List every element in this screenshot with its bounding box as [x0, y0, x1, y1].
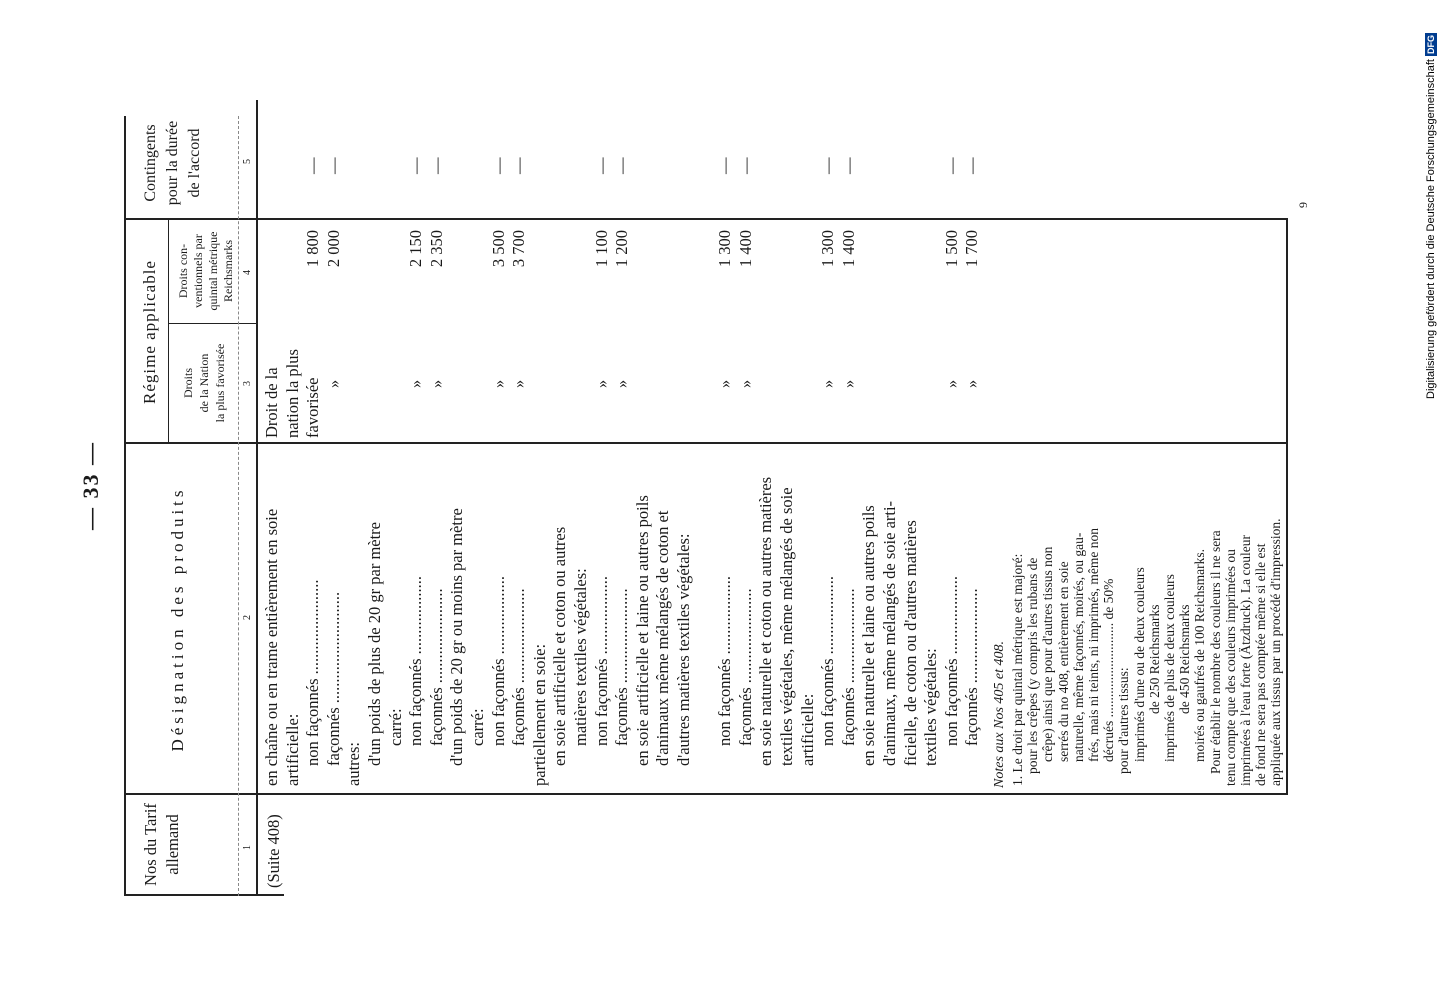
colnum-dashed-rule — [238, 116, 239, 896]
row-text: non façonnés ................... — [406, 575, 426, 746]
header-col3 — [180, 324, 228, 442]
row-col3: » — [715, 379, 735, 388]
note-line: frés, mais ni teints, ni imprimés, même non — [1086, 528, 1101, 762]
row-col3: » — [612, 379, 632, 388]
dfg-logo: DFG — [1426, 35, 1437, 55]
row-col4: 1 800 — [303, 230, 323, 268]
row-col3: » — [488, 379, 508, 388]
col4-right-rule — [124, 219, 1288, 221]
note-line: de 250 Reichsmarks — [1146, 604, 1162, 714]
row-col3: favorisée — [303, 377, 323, 438]
note-line: pour d'autres tissus: — [1116, 667, 1132, 774]
row-col5: — — [941, 157, 961, 174]
row-text: textiles végétales: — [921, 648, 941, 766]
header-col3-line1: Droits — [181, 368, 195, 398]
row-col4: 2 150 — [406, 230, 426, 268]
row-text: carré: — [385, 708, 405, 746]
header-col3-line3: la plus favorisée — [213, 343, 227, 423]
header-col4 — [176, 220, 236, 322]
col-number-2: 2 — [242, 615, 253, 620]
notes-title: Notes aux Nos 405 et 408. — [992, 641, 1007, 788]
row-text: façonnés ....................... — [426, 588, 446, 746]
col1-right-rule — [124, 895, 284, 897]
col2-right-rule — [124, 794, 1288, 796]
note-line: pour les crêpes (y compris les rubans de — [1025, 557, 1041, 774]
row-col3: Droit de la — [262, 367, 281, 438]
regime-subrule — [168, 220, 169, 444]
table-bottom-rule — [1286, 220, 1288, 795]
row-col3: » — [818, 379, 838, 388]
row-col4: 1 700 — [962, 230, 982, 268]
row-col3: » — [591, 379, 611, 388]
row-text: d'un poids de plus de 20 gr par mètre — [365, 521, 384, 766]
note-line: crêpe) ainsi que pour d'autres tissus non — [1040, 546, 1056, 762]
tariff-number: (Suite 408) — [264, 814, 283, 888]
row-col5: — — [303, 157, 323, 174]
row-text: partiellement en soie: — [529, 643, 549, 786]
header-col5-line3: de l'accord — [186, 128, 203, 198]
note-line: 1. Le droit par quintal métrique est majoré: — [1010, 553, 1025, 786]
header-col1-line1: Nos du Tarif — [141, 803, 160, 886]
row-text: non façonnés ....................... — [303, 579, 323, 766]
note-line: de 450 Reichsmarks — [1177, 604, 1193, 714]
row-col5: — — [818, 157, 838, 174]
row-col5: — — [509, 157, 529, 174]
row-text: façonnés ........................... — [323, 591, 343, 766]
digitization-credit — [1420, 4, 1442, 399]
row-text: en soie artificielle et coton ou autres — [550, 526, 570, 766]
row-col5: — — [962, 157, 982, 174]
row-text: non façonnés ................... — [488, 575, 508, 746]
row-col4: 1 400 — [735, 230, 755, 268]
header-col1-line2: allemand — [163, 814, 182, 875]
row-col5: — — [426, 157, 446, 174]
row-text: non façonnés ................... — [591, 575, 611, 746]
note-line: de fond ne sera pas comptée même si elle est — [1253, 543, 1269, 786]
row-col3: » — [735, 379, 755, 388]
row-text: d'un poids de 20 gr ou moins par mètre — [447, 508, 467, 766]
row-col4: 1 200 — [612, 230, 632, 268]
header-col5 — [140, 108, 206, 218]
row-text: textiles végétales, même mélangés de soie — [777, 487, 796, 766]
header-col3-line2: de la Nation — [197, 353, 211, 413]
row-text: artificielle: — [797, 693, 817, 766]
row-text: façonnés ....................... — [735, 588, 755, 746]
row-text: d'animaux même mélangés de coton et — [653, 510, 673, 766]
row-text: en soie naturelle et laine ou autres poils — [859, 505, 879, 766]
row-col3: » — [941, 379, 961, 388]
row-col4: 2 350 — [426, 230, 446, 268]
col-number-3: 3 — [242, 381, 253, 386]
row-text: autres: — [344, 742, 364, 786]
row-col5: — — [735, 157, 755, 174]
row-col3: » — [406, 379, 426, 388]
row-col4: 1 300 — [715, 230, 735, 268]
page-number: — 33 — — [78, 441, 103, 530]
side-mark: 9 — [1296, 202, 1310, 208]
row-text: non façonnés ................... — [715, 575, 735, 746]
header-col4-line1: Droits con- — [176, 243, 190, 299]
row-text: en chaîne ou en trame entièrement en soie — [262, 508, 281, 786]
row-text: d'animaux, même mélangés de soie arti- — [880, 500, 899, 766]
row-col4: 3 700 — [509, 230, 529, 268]
note-line: décrués ............................ de 50% — [1101, 578, 1117, 762]
row-text: façonnés ....................... — [612, 588, 632, 746]
col-number-4: 4 — [242, 270, 253, 275]
row-col4: 1 400 — [838, 230, 858, 268]
row-col3: » — [962, 379, 982, 388]
row-text: ficielle, de coton ou d'autres matières — [900, 520, 920, 766]
row-col4: 3 500 — [488, 230, 508, 268]
row-col5: — — [488, 157, 508, 174]
row-text: en soie naturelle et coton ou autres matières — [756, 476, 776, 766]
row-col5: — — [591, 157, 611, 174]
row-text: d'autres matières textiles végétales: — [674, 533, 693, 766]
header-col4-line4: Reichsmarks — [221, 240, 235, 302]
row-col5: — — [323, 157, 343, 174]
note-line: imprimés d'une ou de deux couleurs — [1131, 567, 1147, 762]
col-number-5: 5 — [242, 159, 253, 164]
note-line: serrés du no 408, entièrement en soie — [1055, 561, 1071, 762]
col-number-1: 1 — [242, 845, 253, 850]
header-col1 — [140, 797, 184, 892]
row-text: artificielle: — [282, 713, 302, 786]
row-col4: 1 300 — [818, 230, 838, 268]
row-col5: — — [838, 157, 858, 174]
row-text: matières textiles végétales: — [571, 568, 590, 746]
row-col5: — — [612, 157, 632, 174]
row-col4: 1 500 — [941, 230, 961, 268]
note-line: naturelle, même façonnés, moirés, ou gau- — [1070, 532, 1086, 762]
row-col5: — — [406, 157, 426, 174]
row-text: non façonnés ................... — [941, 575, 961, 746]
row-col4: 2 000 — [323, 230, 343, 268]
header-regime: Régime applicable — [140, 260, 159, 404]
row-col3: » — [323, 379, 343, 388]
note-line: Pour établir le nombre des couleurs il ne sera — [1207, 530, 1223, 774]
row-text: en soie artificielle et laine ou autres poils — [632, 495, 652, 766]
row-col3: » — [838, 379, 858, 388]
header-col5-line1: Contingents — [142, 124, 159, 202]
row-col3: » — [509, 379, 529, 388]
header-col4-line2: ventionnels par — [191, 234, 205, 308]
row-text: non façonnés ................... — [818, 575, 838, 746]
row-col3: » — [426, 379, 446, 388]
row-col4: 1 100 — [591, 230, 611, 268]
col3-right-rule — [124, 443, 1288, 445]
header-col5-line2: pour la durée — [164, 120, 181, 206]
row-col3: nation la plus — [282, 349, 302, 438]
row-text: façonnés ....................... — [838, 588, 858, 746]
header-col4-line3: quintal métrique — [206, 231, 220, 311]
note-line: moirés ou gaufrés de 100 Reichsmarks. — [1192, 549, 1208, 762]
credit-text: Digitalisierung gefördert durch die Deutsche Forschungsgemeinschaft — [1425, 59, 1437, 399]
note-line: imprimées à l'eau forte (Ätzdruck). La couleur — [1238, 535, 1253, 786]
row-col5: — — [715, 157, 735, 174]
row-text: carré: — [468, 708, 487, 746]
note-line: imprimés de plus de deux couleurs — [1162, 574, 1177, 762]
header-col2: Désignation des produits — [168, 486, 187, 752]
table-top-rule — [124, 116, 126, 896]
note-line: appliquée aux tissus par un procédé d'impression. — [1268, 518, 1284, 786]
row-text: façonnés ....................... — [962, 588, 982, 746]
row-text: façonnés ....................... — [509, 588, 529, 746]
note-line: tenu compte que des couleurs imprimées ou — [1222, 549, 1238, 786]
